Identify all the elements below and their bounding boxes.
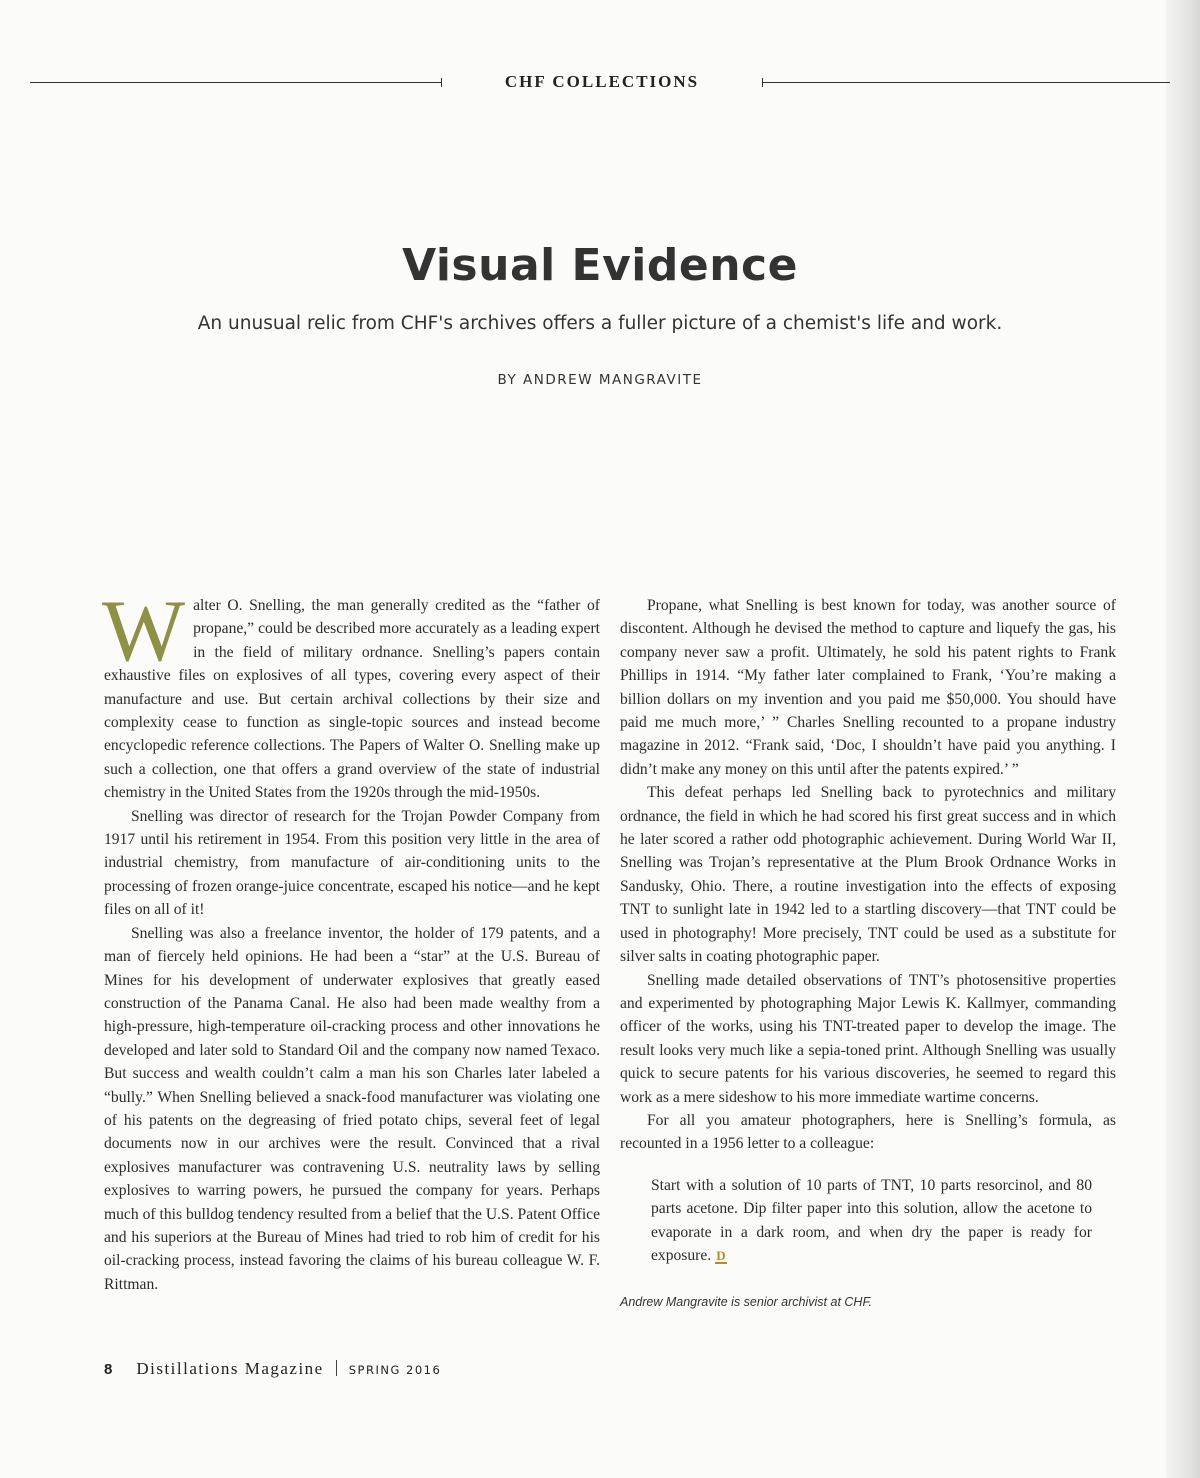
header-rule-right (762, 82, 1170, 83)
page-number: 8 (104, 1361, 113, 1378)
article-title: Visual Evidence (402, 240, 798, 291)
paragraph: Propane, what Snelling is best known for today, was another source of discontent. Although he devised the method to capture and liquefy the gas, his company never saw a profit. Ultimately, he sold his patent rights to Frank Phillips in 1914. “My father later complained to Frank, ‘You’re making a billion dollars on my invention and you paid me $50,000. You should have paid me much more,’ ” Charles Snelling recounted to a propane industry magazine in 2012. “Frank said, ‘Doc, I shouldn’t have paid you anything. I didn’t make any money on this until after the patents expired.’ ” (620, 597, 1116, 778)
issue-label: SPRING 2016 (348, 1363, 442, 1377)
paragraph: Snelling was director of research for the Trojan Powder Company from 1917 until his retirement in 1954. From this position very little in the area of industrial chemistry, from manufacture of air-conditioning units to the processing of frozen orange-juice concentrate, escaped his notice—and he kept files on all of it! (104, 807, 600, 919)
paragraph: Walter O. Snelling, the man generally credited as the “father of propane,” could be described more accurately as a leading expert in the field of military ordnance. Snelling’s papers contain exhaustive files on explosives of all types, covering every aspect of their manufacture and use. But certain archival collections by their size and complexity cease to function as single-topic sources and instead become encyclopedic reference collections. The Papers of Walter O. Snelling make up such a collection, one that offers a grand overview of the state of industrial chemistry in the United States from the 1920s through the mid-1950s. (102, 583, 600, 802)
header-rule-left (30, 82, 442, 83)
footer-divider (336, 1360, 337, 1376)
drop-cap: W (102, 583, 186, 680)
paragraph: Snelling made detailed observations of TNT’s photosensitive properties and experimented by photographing Major Lewis K. Kallmyer, commanding officer of the works, using his TNT-treated paper to develop the image. The result looks very much like a sepia-toned print. Although Snelling was usually quick to secure patents for his various discoveries, he seemed to regard this work as a mere sideshow to his more immediate wartime concerns. (620, 971, 1116, 1106)
paragraph: Snelling was also a freelance inventor, the holder of 179 patents, and a man of fiercely held opinions. He had been a “star” at the U.S. Bureau of Mines for his development of underwater explosives that greatly eased construction of the Panama Canal. He also had been made wealthy from a high-pressure, high-temperature oil-cracking process and other innovations he developed and later sold to Standard Oil and the company now named Texaco. But success and wealth couldn’t calm a man his son Charles later labeled a “bully.” When Snelling believed a snack-food manufacturer was violating one of his patents on the degreasing of fried potato chips, several feet of legal documents now in our archives were the result. Convinced that a rival explosives manufacturer was contravening U.S. neutrality laws by selling explosives to warring powers, he pursued the company for years. Perhaps much of this bulldog tendency resulted from a belief that the U.S. Patent Office and his superiors at the Bureau of Mines had tried to rob him of credit for his oil-cracking process, instead favoring the claims of his bureau colleague W. F. Rittman. (104, 924, 600, 1293)
magazine-name: Distillations Magazine (136, 1359, 324, 1378)
paragraph: For all you amateur photographers, here is Snelling’s formula, as recounted in a 1956 letter to a colleague: (620, 1111, 1116, 1153)
author-note: Andrew Mangravite is senior archivist at CHF. (620, 1295, 872, 1310)
end-mark-icon: D (716, 1247, 726, 1263)
page-fold-shadow (1166, 0, 1200, 1478)
paragraph: This defeat perhaps led Snelling back to pyrotechnics and military ordnance, the field in which he had scored his first great success and in which he later scored a rather odd photographic achievement. During World War II, Snelling was Trojan’s representative at the Plum Brook Ordnance Works in Sandusky, Ohio. There, a routine investigation into the effects of exposing TNT to sunlight late in 1942 led to a startling discovery—that TNT could be used in photography! More precisely, TNT could be used as a substitute for silver salts in coating photographic paper. (620, 784, 1116, 966)
left-column (102, 583, 600, 1296)
section-label: CHF COLLECTIONS (504, 72, 700, 91)
right-column (620, 594, 1116, 1315)
formula-quote: Start with a solution of 10 parts of TNT, 10 parts resorcinol, and 80 parts acetone. Dip filter paper into this solution, allow the acetone to evaporate in a dark room, and when dry the paper is ready for exposure. D (651, 1176, 1092, 1264)
article-subtitle: An unusual relic from CHF's archives offers a fuller picture of a chemist's life and work. (197, 313, 1003, 334)
article-byline: BY ANDREW MANGRAVITE (497, 372, 703, 388)
page-footer (104, 1358, 441, 1379)
